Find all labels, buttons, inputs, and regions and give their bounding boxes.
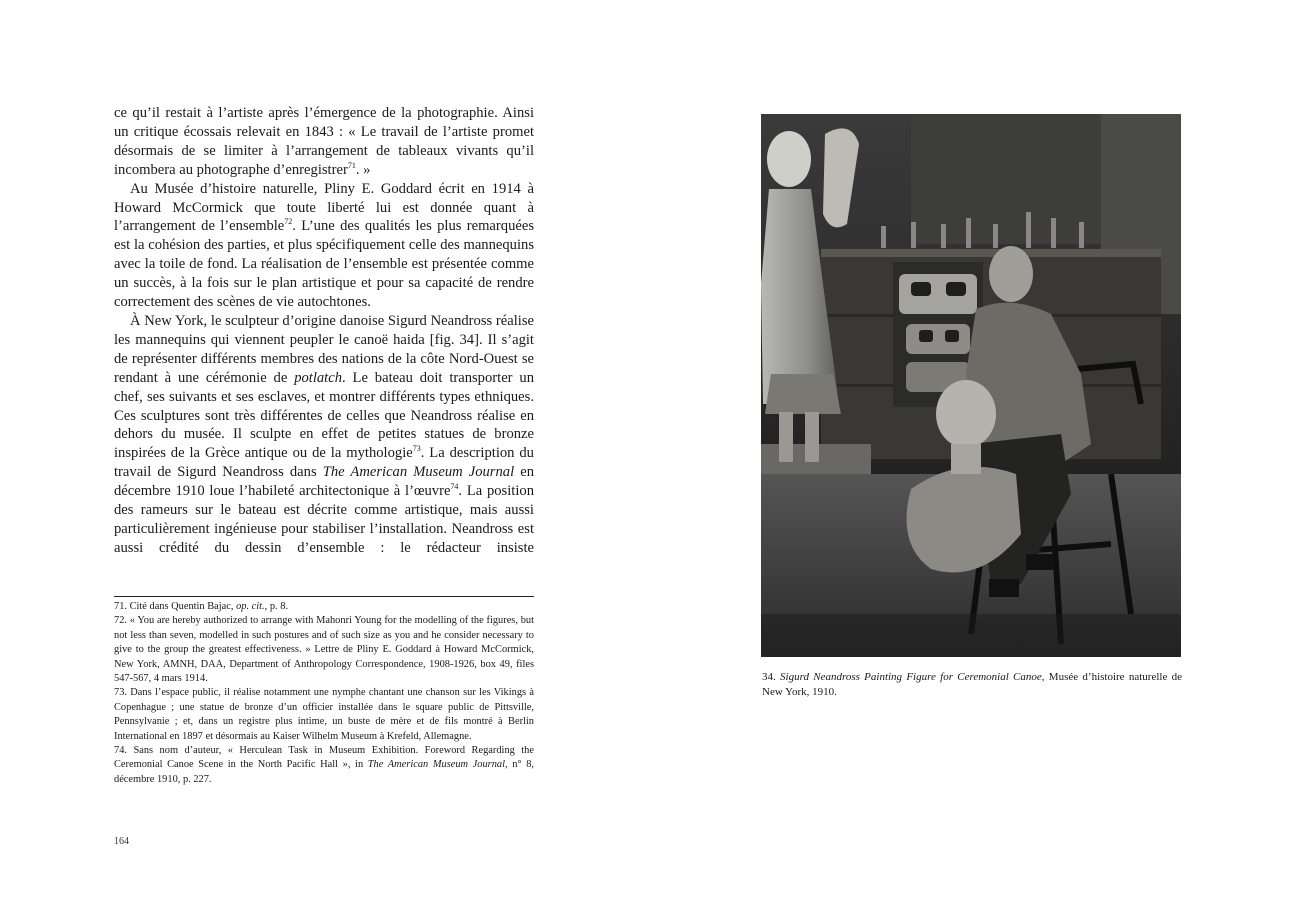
- body-paragraph-3: [114, 312, 534, 558]
- italic-text: The American Museum Journal: [367, 759, 505, 771]
- text-run: . »: [355, 161, 371, 178]
- text-run: À New York, le sculpteur d’origine danoise Sigurd Neandross réalise les mannequins qui viennent peupler le canoë haida [fig. 34]. Il s’agit de représenter différents membres des nations de la côte Nord-Ouest se rendant à une cérémonie de: [114, 312, 534, 386]
- text-run: , p. 8.: [264, 601, 289, 612]
- figure-photograph: [761, 114, 1181, 657]
- footnote-72: [114, 614, 534, 686]
- text-run: Au Musée d’histoire naturelle, Pliny E. Goddard écrit en 1914 à Howard McCormick que toute liberté lui est donnée quant à l’arrangement de l’ensemble: [114, 180, 534, 235]
- italic-text: op. cit.: [236, 601, 265, 612]
- italic-text: potlatch: [294, 369, 343, 386]
- body-text: [114, 104, 534, 558]
- body-paragraph-2: [114, 180, 534, 312]
- text-run: . La description du travail de Sigurd Neandross dans: [114, 445, 534, 481]
- footnote-reference: 71: [347, 160, 356, 170]
- figure-caption: [762, 670, 1182, 699]
- left-page: [114, 104, 534, 558]
- body-paragraph-1: [114, 104, 534, 180]
- footnote-73: [114, 686, 534, 744]
- text-run: . L’une des qualités les plus remarquées est la cohésion des parties, et plus spécifiquement celle des mannequins avec la toile de fond. La réalisation de l’ensemble est présentée comme un succès, à la fois sur le plan artistique et pour sa capacité de rendre correctement des scènes de vie autochtones.: [114, 218, 534, 311]
- caption-rest: , Musée d’histoire naturelle de New York, 1910.: [762, 671, 1182, 698]
- sculptor-studio-photo: [761, 114, 1181, 657]
- text-run: . Le bateau doit transporter un chef, ses suivants et ses esclaves, et montrer différents types ethniques. Ces sculptures sont très différentes de celles que Neandross réalise en dehors du musée. Il sculpte en effet de petites statues de bronze inspirées de la Grèce antique ou de la mythologie: [114, 369, 534, 462]
- text-run: 72. « You are hereby authorized to arrange with Mahonri Young for the modelling of the figures, but not less than seven, modelled in such postures and of such size as you and he consider necessary to give to the group the greatest effectiveness. » Lettre de Pliny E. Goddard à Howard McCormick, New York, AMNH, DAA, Department of Anthropology Correspondence, 1908-1926, box 49, files 547-567, 4 mars 1914.: [114, 615, 534, 685]
- footnote-71: [114, 600, 534, 614]
- text-run: 71. Cité dans Quentin Bajac,: [114, 601, 237, 612]
- footnote-rule: [114, 596, 534, 597]
- text-run: , n° 8, décembre 1910, p. 227.: [114, 759, 535, 785]
- caption-title: Sigurd Neandross Painting Figure for Ceremonial Canoe: [780, 671, 1042, 683]
- text-run: . La position des rameurs sur le bateau est décrite comme artistique, mais aussi particulièrement ingénieuse pour stabiliser l’installation. Neandross est aussi crédité du dessin d’ensemble : le rédacteur insiste: [114, 483, 534, 556]
- footnote-reference: 72: [284, 217, 293, 227]
- text-run: 73. Dans l’espace public, il réalise notamment une nymphe chantant une chanson sur les Vikings à Copenhague ; une statue de bronze d’un officier installée dans le square public de Pittsville, Pennsylvanie ; et, dans un registre plus intime, un buste de mère et de fils montré à Berlin International en 1897 et désormais au Kaiser Wilhelm Museum à Krefeld, Allemagne.: [114, 687, 534, 742]
- caption-number: 34.: [762, 671, 781, 683]
- page-number: 164: [114, 836, 129, 847]
- text-run: en décembre 1910 loue l’habileté architectonique à l’œuvre: [114, 464, 534, 500]
- footnote-reference: 74: [450, 482, 459, 492]
- footnote-74: [114, 744, 534, 787]
- text-run: 74. Sans nom d’auteur, « Herculean Task in Museum Exhibition. Foreword Regarding the Ceremonial Canoe Scene in the North Pacific Hall », in: [114, 745, 534, 771]
- text-run: ce qu’il restait à l’artiste après l’émergence de la photographie. Ainsi un critique écossais relevait en 1843 : « Le travail de l’artiste promet désormais de se limiter à l’arrangement de tableaux vivants qu’il incombera au photographe d’enregistrer: [114, 105, 534, 178]
- footnote-reference: 73: [412, 444, 421, 454]
- italic-text: The American Museum Journal: [322, 464, 515, 481]
- footnotes: [114, 600, 534, 787]
